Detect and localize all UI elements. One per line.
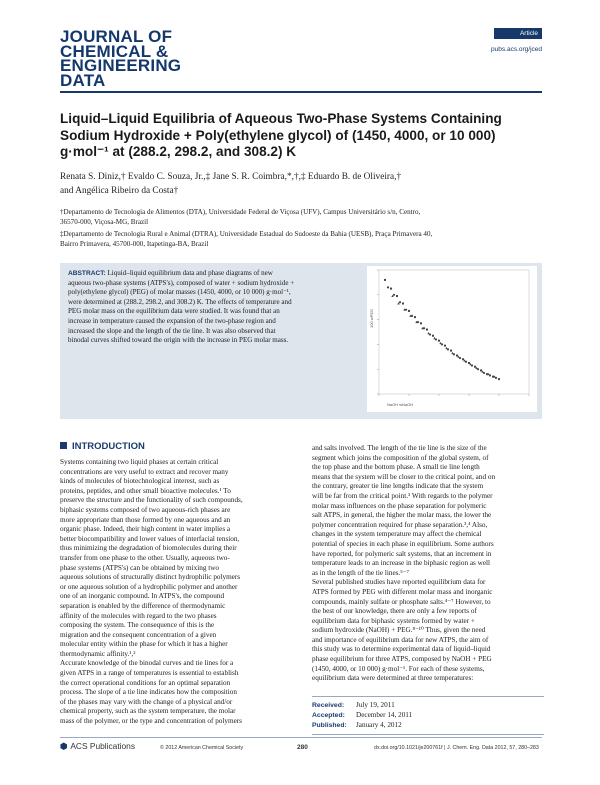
data-point [420,322,422,324]
affiliation-line: †Departamento de Tecnologia de Alimentos (DTA), Universidade Federal de Viçosa (UFV), Campus Universitário s/n, Centro, [60,208,421,216]
intro-left-line: aqueous solutions of structurally distinct hydrophilic polymers [60,573,241,582]
intro-left-line: Systems containing two liquid phases at certain critical [60,458,219,466]
intro-left-line: composing the system. The consequence of this is the [60,621,215,630]
article-type-badge: Article [494,28,542,39]
history-row [312,721,544,731]
intro-left-line: of the phases may vary with the change of a physical and/or [60,697,233,706]
intro-left-line: kinds of molecules of biotechnological interest, such as [60,477,220,486]
abstract-line: binodal curves shifted toward the origin with the increase in PEG molar mass. [68,336,289,345]
intro-right-line: this study was to determine experimental data of liquid–liquid [312,645,491,654]
journal-masthead [60,27,182,90]
intro-right-line: equilibrium data for biphasic systems formed by water + [312,616,475,625]
intro-left-column [60,458,297,727]
plot-frame [379,270,529,394]
data-point [414,316,416,318]
data-point [498,378,500,380]
intro-right-line: means that the system will be closer to the critical point, and on [312,472,496,481]
affiliation-2 [60,229,542,249]
y-axis-label: 100 wPEG [369,308,374,328]
journal-name-line-4: DATA [60,70,106,90]
abstract-line: increased the slope and the length of the tie line. It was also observed that [68,326,276,335]
intro-right-line: the best of our knowledge, there are only a few reports of [312,607,477,616]
authors-line: and Angélica Ribeiro da Costa† [60,186,179,196]
data-point [456,355,458,357]
intro-left-line: affinity of the molecules with regard to the two phases [60,611,217,620]
intro-heading [60,441,145,452]
data-point [396,295,398,297]
affiliation-line: 36570-000, Viçosa-MG, Brazil [60,218,149,226]
data-point [468,362,470,364]
intro-left-line: biphasic systems composed of two aqueous-rich phases are [60,505,231,514]
affiliation-1 [60,207,542,227]
doi-citation-link[interactable]: dx.doi.org/10.1021/je200761f | J. Chem. Eng. Data 2012, 57, 280–283 [374,745,539,751]
intro-right-line: and salts involved. The length of the tie line is the size of the [312,444,487,452]
intro-left-line: transfer from one phase to the other. Usually, aqueous two- [60,553,230,562]
acs-publications-logo [60,741,135,751]
article-history [312,696,544,735]
intro-left-line: migration and the consequent concentration of a given [60,630,217,639]
intro-right-line: (1450, 4000, or 10 000) g·mol⁻¹. For each of these systems, [312,664,485,673]
intro-left-line: thermodynamic affinity.¹,² [60,649,136,658]
data-point [444,345,446,347]
data-point [432,335,434,337]
intro-left-line: given ATPS in a range of temperatures is essential to establish [60,669,239,678]
history-date: December 14, 2011 [356,710,413,719]
data-point [384,279,386,281]
data-point [438,340,440,342]
history-label: Received: [312,702,345,709]
intro-right-line: temperature leads to an increase in the biphasic region as well [312,559,491,568]
intro-left-line: separation is enabled by the difference of thermodynamic [60,601,226,610]
page-number: 280 [297,744,308,751]
intro-left-line: organic phase. Indeed, their high content in water implies a [60,525,231,534]
abstract-line: poly(ethylene glycol) (PEG) of molar masses (1450, 4000, or 10 000) g·mol⁻¹, [68,288,291,297]
footer-divider [60,737,542,738]
history-label: Accepted: [312,711,345,719]
abstract-label: ABSTRACT: [68,270,106,277]
intro-left-line: more appropriate than those formed by one aqueous and an [60,515,231,524]
intro-right-line: the top phase and the bottom phase. A small tie line length [312,463,480,472]
intro-right-line: phase equilibrium for three ATPS, composed by NaOH + PEG [312,655,492,664]
intro-right-line: as in the length of the tie lines.⁵⁻⁷ [312,568,410,577]
data-point [433,337,435,339]
intro-right-line: polymer concentration required for phase separation.³,⁴ Also, [312,520,488,529]
intro-left-line: process. The slope of a tie line indicates how the composition [60,688,237,697]
data-point [445,347,447,349]
section-square-icon [60,442,67,449]
intro-right-line: will be far from the critical point.³ With regards to the polymer [312,491,493,500]
intro-right-line: sodium hydroxide (NaOH) + PEG.⁸⁻¹⁰ Thus, given the need [312,626,486,635]
affiliation-line: Bairro Primavera, 45700-000, Itapetinga-BA, Brazil [60,240,209,248]
intro-left-line: phase systems (ATPS's) can be obtained by mixing two [60,563,220,572]
x-axis-label: NaOH wNaOH [387,402,414,407]
publisher-name: ACS Publications [70,741,136,751]
history-date: January 4, 2012 [356,720,402,729]
title-line: g·mol⁻¹ at (288.2, 298.2, and 308.2) K [60,144,297,160]
author-list [60,170,542,198]
data-point [480,369,482,371]
intro-left-line: or one aqueous solution of a hydrophilic polymer and another [60,582,238,591]
intro-left-line: proteins, peptides, and other small bioactive molecules.¹ To [60,486,231,495]
abstract-line: aqueous two-phase systems (ATPS's), composed of water + sodium hydroxide + [68,278,295,287]
data-point [393,294,395,296]
title-line: Liquid–Liquid Equilibria of Aqueous Two-Phase Systems Containing [60,111,502,126]
data-point [426,329,428,331]
intro-right-column [312,444,544,684]
data-point [427,332,429,334]
intro-heading-label: INTRODUCTION [72,441,145,452]
article-title [60,111,544,161]
header-divider [60,91,542,93]
data-point [408,310,410,312]
data-point [399,301,401,303]
data-point [474,366,476,368]
intro-left-line: mass of the polymer, or the type and concentration of polymers [60,717,242,726]
abstract-figure [367,266,537,412]
intro-right-line: salt ATPS, in general, the higher the molar mass, the lower the [312,511,492,520]
history-row [312,711,544,721]
intro-left-line: better biocompatibility and lower values of interfacial tension, [60,534,240,543]
intro-right-line: have reported, for polymeric salt systems, that an increment in [312,549,492,558]
journal-url-link[interactable]: pubs.acs.org/jced [491,46,542,53]
data-point [439,342,441,344]
history-label: Published: [312,721,347,729]
intro-left-line: preserve the structure and the functionality of such compounds, [60,496,243,505]
abstract-text [68,269,360,346]
history-date: July 19, 2011 [356,701,395,709]
data-point [390,288,392,290]
authors-line: Renata S. Diniz,† Evaldo C. Souza, Jr.,‡ Jane S. R. Coimbra,*,†,‡ Eduardo B. de Oliveira,† [60,172,402,182]
intro-right-line: the contrary, greater tie line lengths indicate that the system [312,482,484,491]
intro-left-line: chemical property, such as the system temperature, the molar [60,707,236,716]
abstract-line: were determined at (288.2, 298.2, and 308.2) K. The effects of temperature and [68,297,292,306]
data-point [387,286,389,288]
data-point [451,352,453,354]
intro-right-line: segment which joins the composition of the global system, of [312,453,489,462]
intro-right-line: ATPS formed by PEG with different molar mass and inorganic [312,587,493,596]
abstract-line: increase in temperature caused the expansion of the two-phase region and [68,316,276,325]
intro-right-line: and importance of equilibrium data for new ATPS, the aim of [312,635,489,644]
history-row [312,701,544,711]
abstract-line: Liquid–liquid equilibrium data and phase diagrams of new [107,269,273,277]
data-point [450,350,452,352]
data-point [402,302,404,304]
journal-name-line-3: ENGINEERING [60,56,182,75]
journal-name-line-1: JOURNAL OF [60,27,173,46]
affiliation-line: ‡Departamento de Tecnologia Rural e Animal (DTRA), Universidade Estadual do Sudoeste da Bahia (UESB), Praça Primavera 40, [60,230,433,238]
acs-logo-icon: ⬢ [60,741,68,751]
journal-name-line-2: CHEMICAL & [60,41,169,61]
copyright-notice: © 2012 American Chemical Society [160,745,244,751]
intro-right-line: molar mass influences on the phase separation for polymeric [312,501,487,510]
intro-right-line: compounds, mainly sulfate or phosphate salts.⁴⁻⁷ However, to [312,597,491,606]
data-point [462,358,464,360]
title-line: Sodium Hydroxide + Poly(ethylene glycol) of (1450, 4000, or 10 000) [60,127,496,143]
intro-right-line: changes in the system temperature may affect the chemical [312,530,482,539]
binodal-chart [367,266,537,412]
intro-left-line: one of an inorganic compound. In ATPS's, the compound [60,592,225,601]
intro-left-line: Accurate knowledge of the binodal curves and tie lines for a [60,659,234,668]
intro-left-line: molecular entity within the phase for which it has a higher [60,640,228,649]
intro-left-line: thus minimizing the degradation of biomolecules during their [60,544,237,553]
intro-right-line: potential of species in each phase in equilibrium. Some authors [312,539,494,548]
intro-right-line: Several published studies have reported equilibrium data for [312,578,486,587]
intro-left-line: concentrations are very useful to extract and recover many [60,467,229,476]
intro-right-line: equilibrium data were determined at three temperatures: [312,674,474,683]
abstract-line: PEG molar mass on the equilibrium data were studied. It was found that an [68,307,280,316]
intro-left-line: the correct operational conditions for an optimal separation [60,678,231,687]
